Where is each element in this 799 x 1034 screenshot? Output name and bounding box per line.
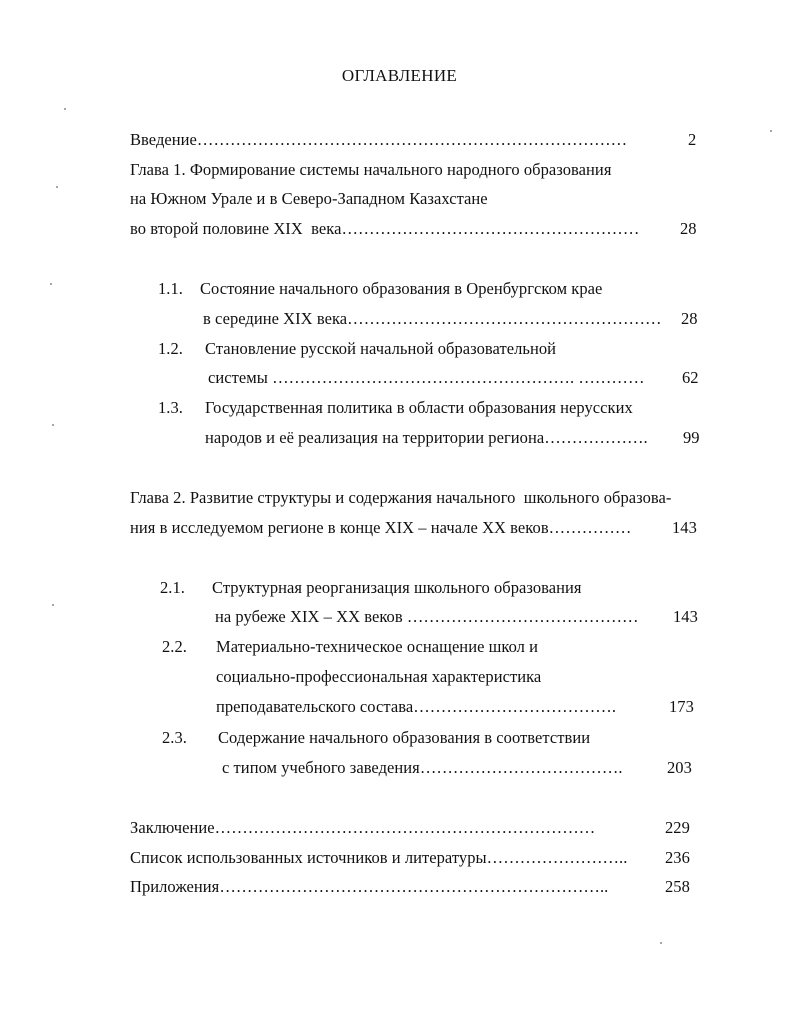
toc-leader: …………………….. [486,848,628,867]
toc-chapter-2-line-1: Глава 2. Развитие структуры и содержания начального школьного образова- [130,488,672,507]
toc-section-1-1-line-1: Состояние начального образования в Оренбургском крае [200,279,603,298]
toc-chapter-1-line-2: на Южном Урале и в Северо-Западном Казахстане [130,189,488,208]
toc-leader: …………………………………………………………….. [219,877,609,896]
toc-entry-text: народов и её реализация на территории региона [205,428,545,447]
toc-section-1-2-line-2 [208,368,645,388]
toc-page-number: 258 [665,877,690,896]
toc-section-2-1-line-1: Структурная реорганизация школьного образования [212,578,582,597]
toc-leader: ………………………………………………… [347,309,662,328]
toc-page-number: 203 [667,758,692,777]
toc-section-1-3-line-2 [205,428,648,448]
toc-section-number: 1.1. [158,279,183,298]
toc-entry-text: преподавательского состава [216,697,414,716]
toc-section-2-3-line-2 [222,758,623,778]
toc-page-number: 99 [683,428,700,447]
scan-speck [660,942,662,944]
toc-leader: ………………………………. [419,758,623,777]
page-title: ОГЛАВЛЕНИЕ [341,66,458,85]
toc-leader: ………………………………………………. ………… [272,368,645,387]
toc-entry-text: системы [208,368,273,387]
toc-entry-conclusion [130,818,595,838]
toc-section-2-2-line-2: социально-профессиональная характеристика [216,667,542,686]
toc-entry-text: во второй половине XIX века [130,219,342,238]
toc-page-number: 2 [688,130,697,149]
scan-speck [56,186,58,188]
scan-speck [52,424,54,426]
toc-section-number: 2.1. [160,578,185,597]
scan-speck [64,108,66,110]
toc-entry-text: Заключение [130,818,215,837]
toc-chapter-1-line-3 [130,219,639,239]
toc-page-number: 62 [682,368,699,387]
toc-entry-appendix [130,877,608,897]
toc-page-number: 229 [665,818,690,837]
toc-leader: …………………………………… [406,607,639,626]
toc-section-number: 2.2. [162,637,187,656]
toc-leader: ……………………………………………… [341,219,640,238]
toc-page-number: 143 [672,518,697,537]
toc-section-number: 1.3. [158,398,183,417]
toc-entry-sources [130,848,627,868]
scan-speck [770,130,772,132]
toc-leader: ………………………………. [413,697,616,716]
toc-entry-text: Приложения [130,877,220,896]
toc-entry-text: ния в исследуемом регионе в конце XIX – начале XX веков [130,518,549,537]
toc-chapter-2-line-2 [130,518,631,538]
toc-section-number: 2.3. [162,728,187,747]
toc-section-2-1-line-2 [215,607,639,627]
toc-leader: ………………. [544,428,648,447]
toc-leader: …………………………………………………………………… [196,130,628,149]
toc-section-number: 1.2. [158,339,183,358]
toc-entry-text: с типом учебного заведения [222,758,420,777]
toc-page-number: 173 [669,697,694,716]
toc-chapter-1-line-1: Глава 1. Формирование системы начального народного образования [130,160,612,179]
toc-leader: …………………………………………………………… [214,818,596,837]
toc-entry-text: Введение [130,130,197,149]
toc-page-number: 28 [681,309,698,328]
toc-section-2-3-line-1: Содержание начального образования в соответствии [218,728,591,747]
toc-page-number: 28 [680,219,697,238]
toc-page-number: 143 [673,607,698,626]
toc-entry-text: Список использованных источников и литературы [130,848,487,867]
toc-leader: …………… [548,518,632,537]
toc-section-1-2-line-1: Становление русской начальной образовательной [205,339,557,358]
toc-section-2-2-line-1: Материально-техническое оснащение школ и [216,637,539,656]
scan-speck [50,283,52,285]
toc-section-1-1-line-2 [203,309,662,329]
toc-entry-text: в середине XIX века [203,309,348,328]
toc-entry-text: на рубеже XIX – XX веков [215,607,407,626]
scan-speck [52,604,54,606]
toc-section-2-2-line-3 [216,697,616,717]
toc-section-1-3-line-1: Государственная политика в области образования нерусских [205,398,633,417]
toc-entry-introduction [130,130,627,150]
toc-page-number: 236 [665,848,690,867]
